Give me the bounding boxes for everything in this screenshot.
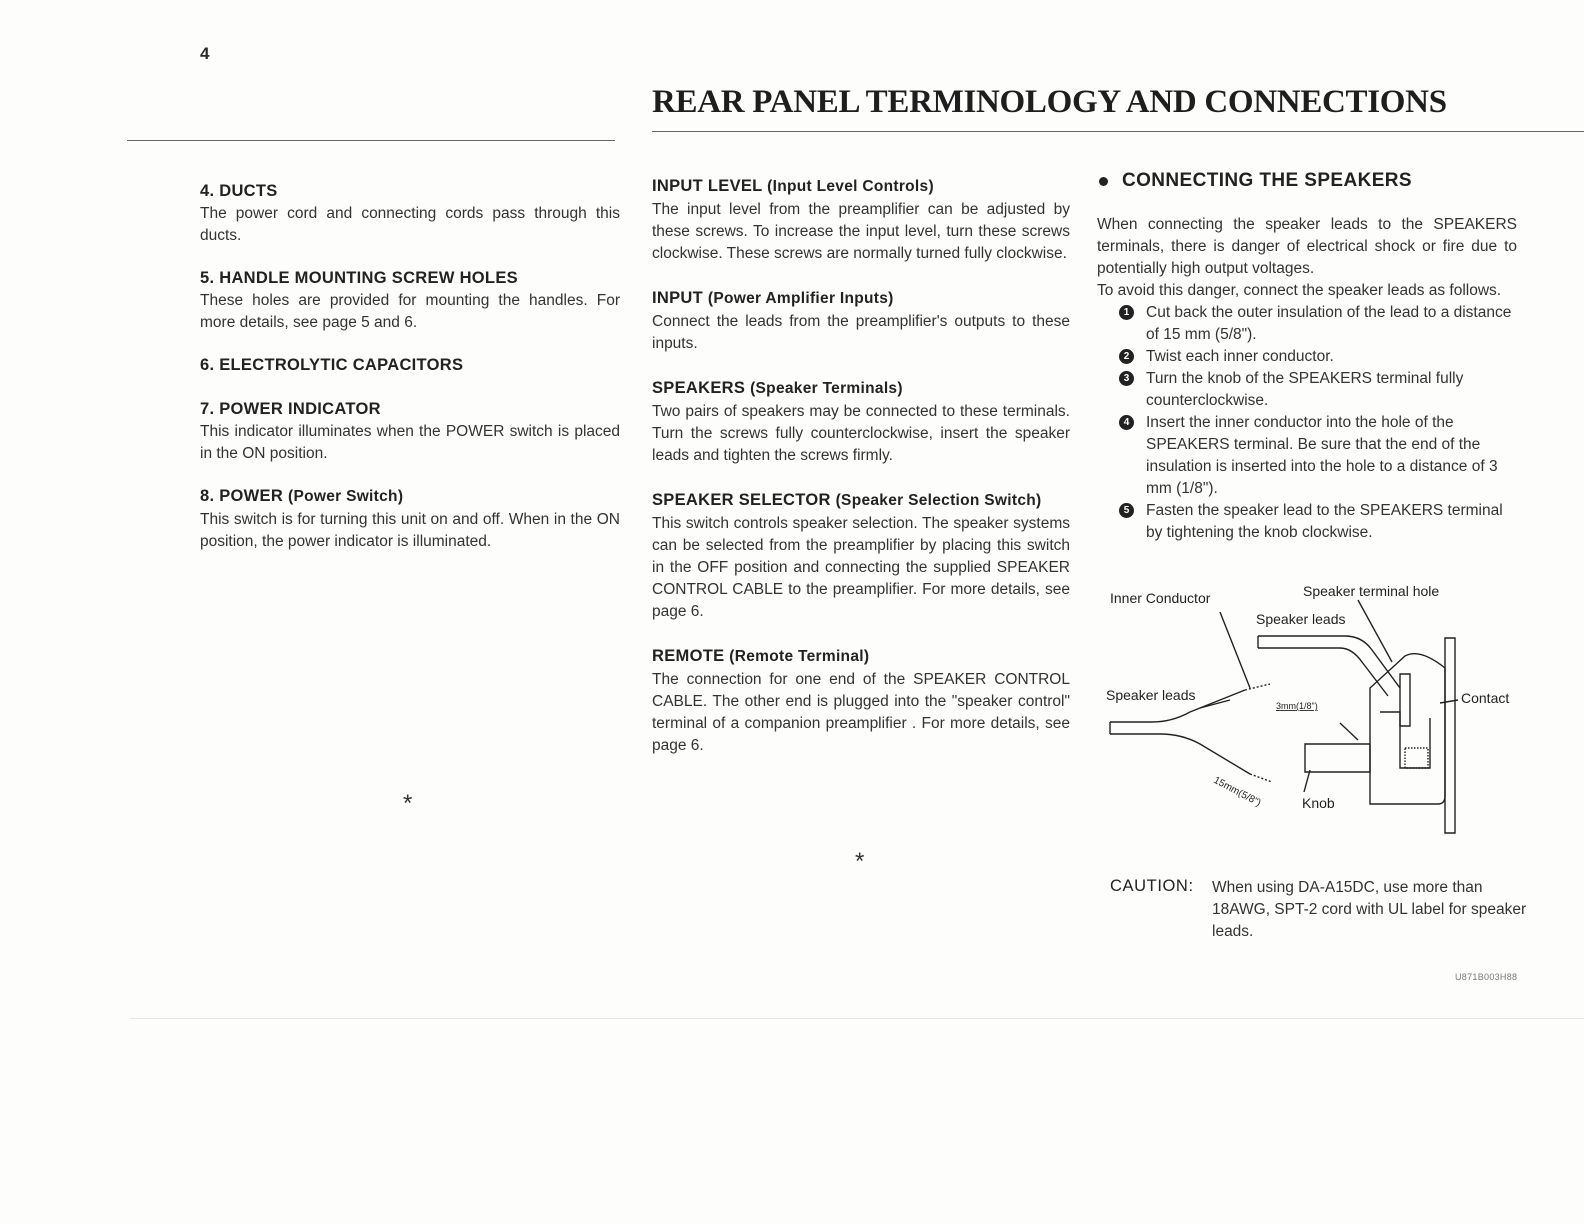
heading-text: 8. POWER — [200, 487, 284, 505]
label-speaker-terminal-hole: Speaker terminal hole — [1303, 583, 1440, 599]
step-number-icon: 3 — [1119, 371, 1134, 386]
step-text: Twist each inner conductor. — [1146, 348, 1334, 365]
page-title: REAR PANEL TERMINOLOGY AND CONNECTIONS — [652, 84, 1447, 120]
caution-note — [1110, 877, 1530, 943]
step-text: Turn the knob of the SPEAKERS terminal fully counterclockwise. — [1146, 370, 1464, 409]
bullet-icon — [1099, 177, 1108, 186]
section-body: These holes are provided for mounting the handles. For more details, see page 5 and 6. — [200, 292, 620, 331]
section-body: This indicator illuminates when the POWER switch is placed in the ON position. — [200, 423, 620, 462]
heading-text: 6. ELECTROLYTIC CAPACITORS — [200, 356, 464, 374]
section-heading — [200, 485, 620, 508]
section-body: This switch is for turning this unit on and off. When in the ON position, the power indicator is illuminated. — [200, 511, 620, 550]
section-power-switch — [200, 485, 620, 553]
heading-text: 4. DUCTS — [200, 182, 278, 200]
heading-text: 5. HANDLE MOUNTING SCREW HOLES — [200, 269, 518, 287]
step-text: Insert the inner conductor into the hole of the SPEAKERS terminal. Be sure that the end of the insulation is inserted into the hole to a distance of 3 mm (1/8"). — [1146, 414, 1498, 497]
step-text: Cut back the outer insulation of the lead to a distance of 15 mm (5/8"). — [1146, 304, 1512, 343]
terminal-housing — [1370, 654, 1445, 804]
label-3mm: 3mm(1/8") — [1276, 701, 1318, 711]
section-body: The power cord and connecting cords pass through this ducts. — [200, 205, 620, 244]
section-heading — [200, 180, 620, 202]
steps-list — [1097, 302, 1517, 544]
step-number-icon: 1 — [1119, 305, 1134, 320]
page-number: 4 — [200, 44, 210, 63]
pointer-terminal-hole — [1358, 600, 1392, 662]
asterisk-left: * — [403, 790, 413, 817]
heading-sub: (Power Switch) — [287, 488, 404, 505]
heading-sub: (Remote Terminal) — [729, 648, 870, 665]
contact-pin — [1400, 674, 1410, 726]
top-lead-lower — [1258, 648, 1388, 696]
section-input — [652, 287, 1070, 355]
section-speakers — [652, 377, 1070, 467]
asterisk-middle: * — [855, 848, 865, 875]
heading-text: 7. POWER INDICATOR — [200, 400, 381, 418]
speaker-connection-diagram — [1100, 578, 1530, 843]
label-inner-conductor: Inner Conductor — [1110, 590, 1211, 606]
section-body: Two pairs of speakers may be connected to these terminals. Turn the screws fully counterclockwise, insert the speaker leads and tighten the screws firmly. — [652, 403, 1070, 464]
heading-sub: (Speaker Terminals) — [750, 380, 903, 397]
label-15mm: 15mm(5/8") — [1211, 774, 1263, 810]
pointer-knob — [1304, 770, 1310, 792]
label-speaker-leads-top: Speaker leads — [1256, 611, 1346, 627]
section-handle-mounting — [200, 267, 620, 334]
pointer-leads-left — [1200, 700, 1230, 708]
pointer-inner-conductor — [1220, 612, 1250, 688]
middle-column — [652, 175, 1070, 779]
right-column — [1097, 170, 1517, 544]
section-heading — [652, 175, 1070, 198]
panel-plate — [1445, 638, 1455, 833]
heading-text: INPUT — [652, 289, 703, 307]
section-heading — [652, 377, 1070, 400]
section-electrolytic-capacitors — [200, 354, 620, 376]
contact-spring — [1405, 748, 1428, 768]
connecting-speakers-heading — [1097, 170, 1517, 192]
section-ducts — [200, 180, 620, 247]
left-title-rule — [127, 140, 615, 141]
pointer-3mm — [1340, 723, 1358, 740]
section-heading — [652, 489, 1070, 512]
right-title-rule — [652, 131, 1584, 132]
step-number-icon: 4 — [1119, 415, 1134, 430]
heading-text: CONNECTING THE SPEAKERS — [1122, 170, 1413, 191]
step-item — [1119, 368, 1517, 412]
section-heading — [652, 645, 1070, 668]
heading-sub: (Input Level Controls) — [767, 178, 934, 195]
section-remote — [652, 645, 1070, 757]
intro-text-2: To avoid this danger, connect the speaker leads as follows. — [1097, 282, 1502, 299]
intro-text: When connecting the speaker leads to the SPEAKERS terminals, there is danger of electrical shock or fire due to potentially high output voltages. — [1097, 216, 1517, 277]
inner-conductor-bottom — [1250, 774, 1272, 782]
terminal-inner — [1380, 712, 1430, 768]
section-heading — [200, 398, 620, 420]
step-text: Fasten the speaker lead to the SPEAKERS terminal by tightening the knob clockwise. — [1146, 502, 1503, 541]
section-body: Connect the leads from the preamplifier's outputs to these inputs. — [652, 313, 1070, 352]
section-speaker-selector — [652, 489, 1070, 623]
section-heading — [200, 354, 620, 376]
scan-edge-line — [130, 1018, 1584, 1019]
label-knob: Knob — [1302, 795, 1335, 811]
section-body: This switch controls speaker selection. The speaker systems can be selected from the preamplifier by placing this switch in the OFF position and connecting the supplied SPEAKER CONTROL CABLE to the preamplifier. For more details, see page 6. — [652, 515, 1070, 620]
section-heading — [200, 267, 620, 289]
label-contact: Contact — [1461, 690, 1510, 706]
caution-text: When using DA-A15DC, use more than 18AWG, SPT-2 cord with UL label for speaker leads. — [1212, 879, 1527, 940]
label-speaker-leads-left: Speaker leads — [1106, 687, 1196, 703]
step-number-icon: 2 — [1119, 349, 1134, 364]
heading-text: SPEAKERS — [652, 379, 746, 397]
section-heading — [652, 287, 1070, 310]
heading-sub: (Power Amplifier Inputs) — [707, 290, 894, 307]
heading-text: SPEAKER SELECTOR — [652, 491, 831, 509]
section-body: The connection for one end of the SPEAKER CONTROL CABLE. The other end is plugged into the "speaker control" terminal of a companion preamplifier . For more details, see page 6. — [652, 671, 1070, 754]
step-item — [1119, 346, 1517, 368]
section-power-indicator — [200, 398, 620, 465]
left-column — [200, 180, 620, 573]
terminal-drawing — [1110, 600, 1458, 833]
knob-shaft — [1305, 744, 1370, 772]
step-item — [1119, 500, 1517, 544]
heading-text: INPUT LEVEL — [652, 177, 763, 195]
section-body: The input level from the preamplifier can be adjusted by these screws. To increase the input level, turn these screws clockwise. These screws are normally turned fully clockwise. — [652, 201, 1070, 262]
document-code: U871B003H88 — [1455, 972, 1518, 982]
step-item — [1119, 302, 1517, 346]
step-number-icon: 5 — [1119, 503, 1134, 518]
heading-sub: (Speaker Selection Switch) — [835, 492, 1042, 509]
section-input-level — [652, 175, 1070, 265]
bottom-lead-lower — [1110, 734, 1250, 774]
step-item — [1119, 412, 1517, 500]
heading-text: REMOTE — [652, 647, 725, 665]
caution-label: CAUTION: — [1110, 877, 1194, 895]
